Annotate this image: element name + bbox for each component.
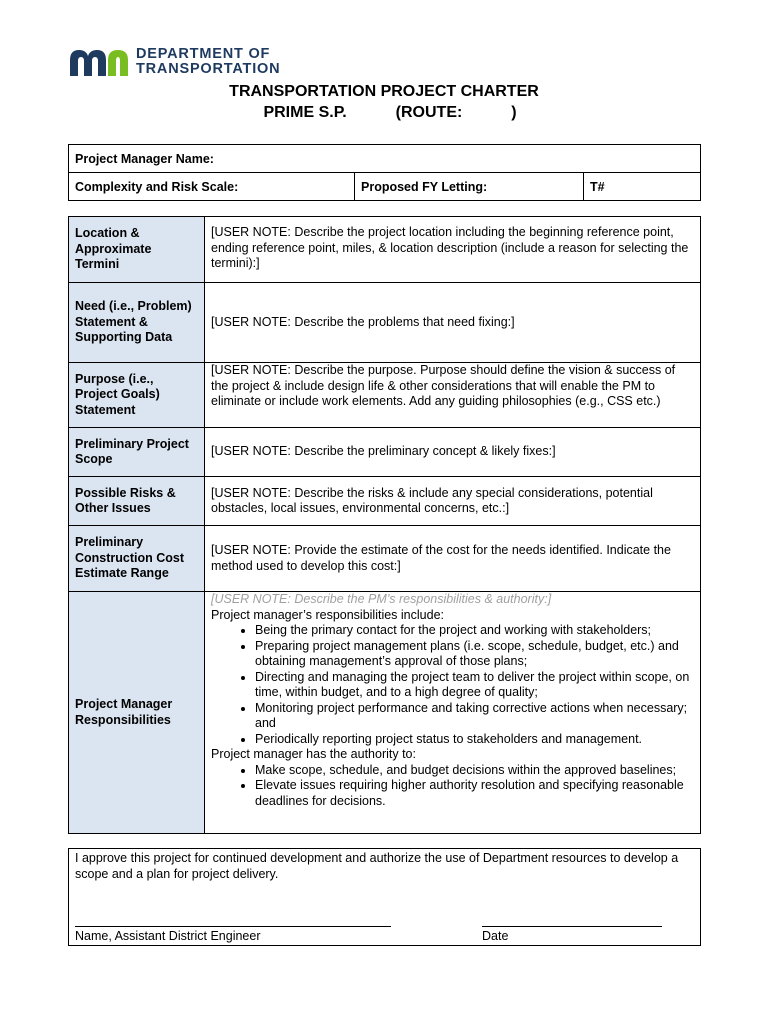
table-row xyxy=(69,173,701,201)
table-row xyxy=(69,592,701,834)
purpose-field[interactable]: [USER NOTE: Describe the purpose. Purpose should define the vision & success of the project & include design life & other considerations that will enable the PM to eliminate or include work elements. Add any guiding philosophies (e.g., CSS etc.) xyxy=(205,363,701,428)
pm-name-cell[interactable] xyxy=(69,145,701,173)
risks-field[interactable]: [USER NOTE: Describe the risks & include any special considerations, potential obstacles, local issues, environmental concerns, etc.:] xyxy=(205,477,701,526)
cost-field[interactable]: [USER NOTE: Provide the estimate of the cost for the needs identified. Indicate the method used to develop this cost:] xyxy=(205,526,701,592)
t-number-cell[interactable] xyxy=(584,173,701,201)
table-row xyxy=(69,217,701,283)
scope-field[interactable]: [USER NOTE: Describe the preliminary concept & likely fixes:] xyxy=(205,428,701,477)
document-subtitle xyxy=(6,104,768,122)
mn-logo-icon xyxy=(68,46,130,78)
risks-label: Possible Risks & Other Issues xyxy=(69,477,205,526)
list-item: • Directing and managing the project team to deliver the project within scope, on time, within budget, and to a high degree of quality; xyxy=(255,670,694,701)
table-row xyxy=(69,363,701,428)
name-signature-line[interactable] xyxy=(75,926,391,927)
list-item: • Being the primary contact for the project and working with stakeholders; xyxy=(255,623,694,639)
list-item: • Periodically reporting project status to stakeholders and management. xyxy=(255,732,694,748)
prime-sp-label: PRIME S.P. xyxy=(263,104,347,121)
pm-auth-intro: Project manager has the authority to: xyxy=(211,747,416,761)
logo-wordmark xyxy=(136,47,280,77)
document-title: TRANSPORTATION PROJECT CHARTER xyxy=(229,83,539,100)
list-item: • Make scope, schedule, and budget decisions within the approved baselines; xyxy=(255,763,694,779)
pm-resp-intro: Project manager’s responsibilities include: xyxy=(211,607,444,622)
scope-label: Preliminary Project Scope xyxy=(69,428,205,477)
table-row xyxy=(69,428,701,477)
table-row xyxy=(69,283,701,363)
pm-auth-list xyxy=(211,763,694,810)
purpose-label: Purpose (i.e., Project Goals) Statement xyxy=(69,363,205,428)
table-row xyxy=(69,145,701,173)
need-field[interactable]: [USER NOTE: Describe the problems that need fixing:] xyxy=(205,283,701,363)
mndot-logo xyxy=(68,44,280,80)
fy-letting-label: Proposed FY Letting: xyxy=(361,179,488,194)
route-close: ) xyxy=(511,104,517,121)
approval-statement: I approve this project for continued development and authorize the use of Department resources to develop a scope and a plan for project delivery. xyxy=(75,851,679,881)
fy-letting-cell[interactable] xyxy=(355,173,584,201)
route-label: (ROUTE: xyxy=(395,104,463,121)
pm-user-note: [USER NOTE: Describe the PM’s responsibilities & authority:] xyxy=(211,592,552,606)
complexity-cell[interactable] xyxy=(69,173,355,201)
t-number-label: T# xyxy=(590,179,605,194)
table-row xyxy=(69,477,701,526)
name-label: Name, Assistant District Engineer xyxy=(75,929,261,943)
charter-table xyxy=(68,216,701,834)
pm-resp-field[interactable] xyxy=(205,592,701,834)
pm-name-label: Project Manager Name: xyxy=(75,151,214,166)
location-field[interactable]: [USER NOTE: Describe the project location including the beginning reference point, ending reference point, miles, & location description (include a reason for selecting the termini):] xyxy=(205,217,701,283)
approval-box xyxy=(68,848,701,946)
summary-table xyxy=(68,144,701,201)
pm-resp-list xyxy=(211,623,694,747)
need-label: Need (i.e., Problem) Statement & Supporting Data xyxy=(69,283,205,363)
table-row xyxy=(69,526,701,592)
pm-resp-label: Project Manager Responsibilities xyxy=(69,592,205,834)
location-label: Location & Approximate Termini xyxy=(69,217,205,283)
logo-text-line2: TRANSPORTATION xyxy=(136,61,281,77)
list-item: • Monitoring project performance and taking corrective actions when necessary; and xyxy=(255,701,694,732)
list-item: • Elevate issues requiring higher authority resolution and specifying reasonable deadlines for decisions. xyxy=(255,778,694,809)
list-item: • Preparing project management plans (i.e. scope, schedule, budget, etc.) and obtaining management’s approval of those plans; xyxy=(255,639,694,670)
complexity-label: Complexity and Risk Scale: xyxy=(75,179,239,194)
date-signature-line[interactable] xyxy=(482,926,662,927)
cost-label: Preliminary Construction Cost Estimate Range xyxy=(69,526,205,592)
date-label: Date xyxy=(482,929,509,943)
logo-text-line1: DEPARTMENT OF xyxy=(136,46,271,62)
